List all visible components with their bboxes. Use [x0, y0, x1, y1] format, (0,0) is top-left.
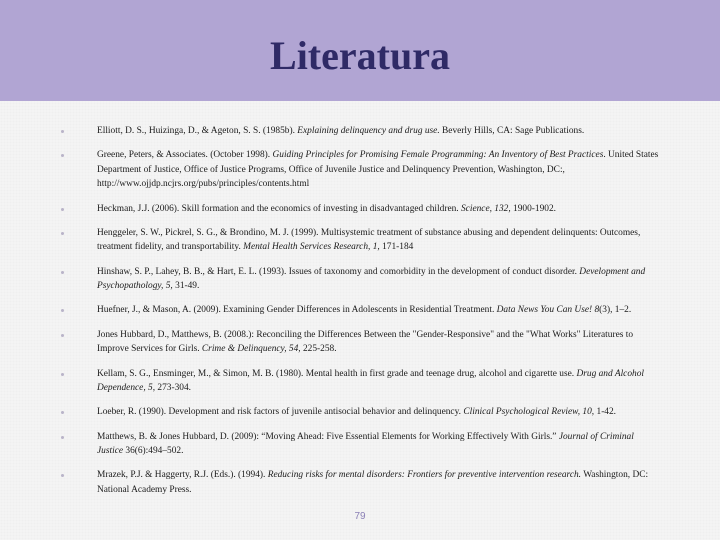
reference-item: [61, 328, 661, 357]
reference-text: Jones Hubbard, D., Matthews, B. (2008.): Reconciling the Differences Between the "Gender-Responsive" and the "What Works" Literatures to Improve Services for Girls.: [97, 329, 634, 355]
page-number: 79: [354, 511, 366, 522]
reference-text: (3), 1–2.: [599, 305, 632, 316]
reference-source: Drug and Alcohol Dependence, 5,: [97, 368, 645, 394]
reference-item: [61, 202, 661, 217]
reference-item: [61, 430, 661, 459]
reference-source: Crime & Delinquency, 54,: [201, 344, 301, 355]
reference-item: [61, 124, 661, 139]
reference-item: [61, 303, 661, 318]
reference-source: Development and Psychopathology, 5,: [97, 266, 646, 292]
reference-text: Henggeler, S. W., Pickrel, S. G., & Brondino, M. J. (1999). Multisystemic treatment of substance abusing and dependent delinquents: Outcomes, treatment fidelity, and transportability.: [97, 227, 641, 253]
reference-item: [61, 265, 661, 294]
reference-text: Hinshaw, S. P., Lahey, B. B., & Hart, E. L. (1993). Issues of taxonomy and comorbidity in the development of conduct disorder.: [97, 266, 580, 277]
reference-item: [61, 405, 661, 420]
reference-text: 1-42.: [594, 407, 617, 418]
reference-text: Washington, DC: National Academy Press.: [97, 470, 649, 495]
reference-source: Mental Health Services Research, 1,: [243, 242, 380, 253]
reference-text: 36(6):494–502.: [123, 446, 184, 457]
reference-text: Elliott, D. S., Huizinga, D., & Ageton, S. S. (1985b).: [97, 126, 298, 136]
reference-text: . United States Department of Justice, Office of Justice Programs, Office of Juvenile Justice and Delinquency Prevention, Washington, DC:, http://www.ojjdp.ncjrs.org/pubs/principles/contents.html: [97, 150, 659, 190]
reference-text: Heckman, J.J. (2006). Skill formation and the economics of investing in disadvantaged children.: [97, 203, 461, 214]
reference-text: Beverly Hills, CA: Sage Publications.: [439, 126, 585, 136]
reference-item: [61, 226, 661, 255]
reference-item: [61, 367, 661, 396]
reference-text: 1900-1902.: [510, 203, 557, 214]
reference-source: Journal of Criminal Justice: [97, 431, 634, 457]
reference-source: Data News You Can Use! 8: [496, 305, 600, 316]
reference-source: Guiding Principles for Promising Female Programming: An Inventory of Best Practices: [272, 150, 604, 161]
reference-source: Explaining delinquency and drug use.: [297, 126, 440, 136]
reference-text: 273-304.: [155, 383, 191, 394]
slide-title: Literatura: [270, 33, 450, 78]
reference-item: [61, 148, 661, 192]
reference-item: [61, 468, 661, 497]
reference-source: Clinical Psychological Review, 10,: [463, 407, 595, 418]
reference-text: Huefner, J., & Mason, A. (2009). Examining Gender Differences in Adolescents in Residential Treatment.: [97, 305, 497, 316]
reference-list: [61, 124, 661, 507]
reference-text: Kellam, S. G., Ensminger, M., & Simon, M. B. (1980). Mental health in first grade and teenage drug, alcohol and cigarette use.: [97, 368, 577, 379]
reference-text: 171-184: [379, 242, 414, 253]
reference-text: 31-49.: [172, 281, 200, 292]
reference-text: Loeber, R. (1990). Development and risk factors of juvenile antisocial behavior and delinquency.: [97, 407, 464, 418]
reference-source: Science, 132,: [460, 203, 511, 214]
reference-text: 225-258.: [300, 344, 337, 355]
reference-text: Greene, Peters, & Associates. (October 1998).: [97, 150, 273, 161]
reference-text: Mrazek, P.J. & Haggerty, R.J. (Eds.). (1994).: [97, 470, 268, 481]
reference-source: Reducing risks for mental disorders: Frontiers for preventive intervention research.: [267, 470, 582, 481]
reference-text: Matthews, B. & Jones Hubbard, D. (2009): “Moving Ahead: Five Essential Elements for Working Effectively With Girls.”: [97, 431, 559, 442]
